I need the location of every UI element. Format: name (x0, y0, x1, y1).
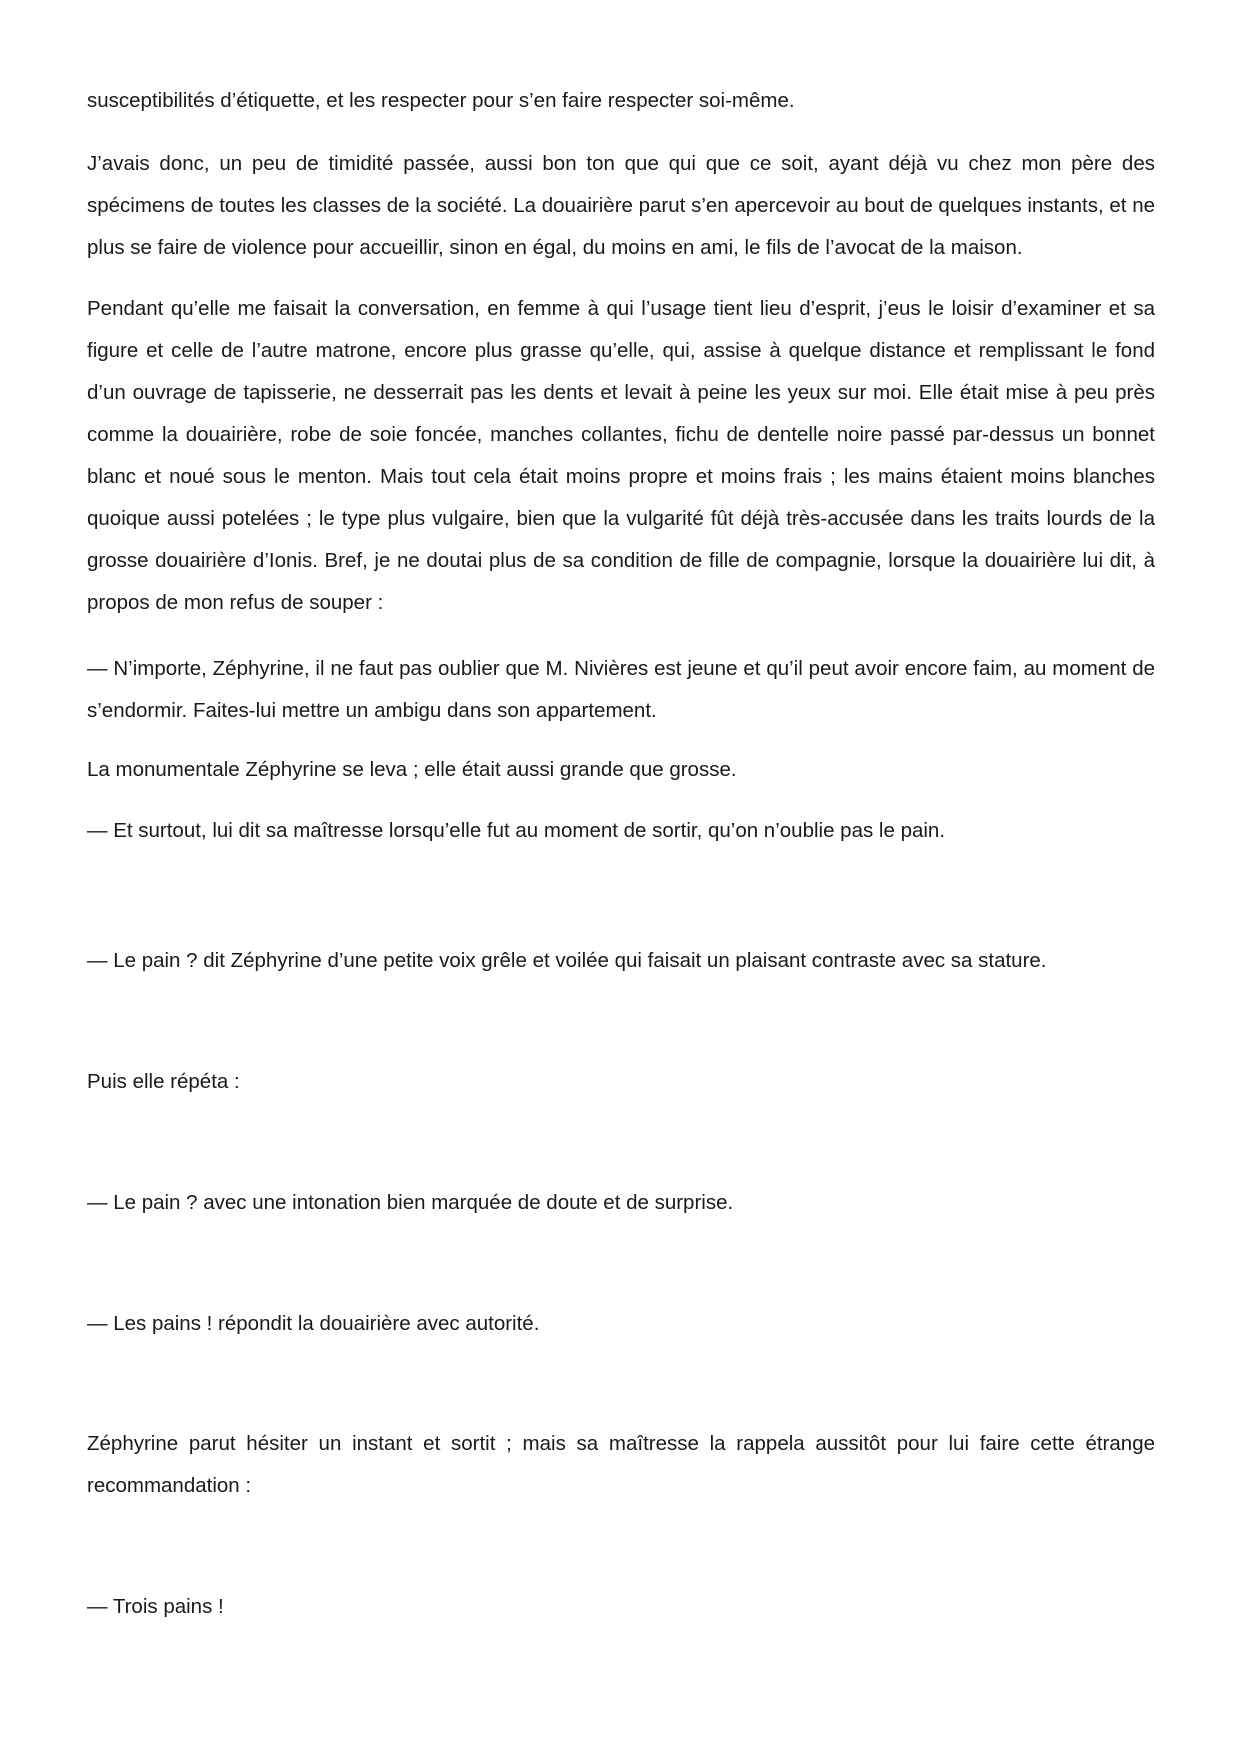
paragraph-nimporte: — N’importe, Zéphyrine, il ne faut pas oublier que M. Nivières est jeune et qu’il peut avoir encore faim, au moment de s’endormir. Faites-lui mettre un ambigu dans son appartement. (87, 657, 1155, 722)
paragraph-trois-pains: — Trois pains ! (87, 1595, 224, 1618)
paragraph-repeta: Puis elle répéta : (87, 1070, 240, 1093)
paragraph-monumentale: La monumentale Zéphyrine se leva ; elle était aussi grande que grosse. (87, 758, 737, 781)
paragraph-conversation: Pendant qu’elle me faisait la conversation, en femme à qui l’usage tient lieu d’esprit, j’eus le loisir d’examiner et sa figure et celle de l’autre matrone, encore plus grasse qu’elle, qui, assise à quelque distance et remplissant le fond d’un ouvrage de tapisserie, ne desserrait pas les dents et levait à peine les yeux sur moi. Elle était mise à peu près comme la douairière, robe de soie foncée, manches collantes, fichu de dentelle noire passé par-dessus un bonnet blanc et noué sous le menton. Mais tout cela était moins propre et moins frais ; les mains étaient moins blanches quoique aussi potelées ; le type plus vulgaire, bien que la vulgarité fût déjà très-accusée dans les traits lourds de la grosse douairière d’Ionis. Bref, je ne doutai plus de sa condition de fille de compagnie, lorsque la douairière lui dit, à propos de mon refus de souper : (87, 297, 1155, 614)
paragraph-surtout: — Et surtout, lui dit sa maîtresse lorsqu’elle fut au moment de sortir, qu’on n’oublie pas le pain. (87, 819, 946, 842)
paragraph-les-pains: — Les pains ! répondit la douairière avec autorité. (87, 1312, 540, 1335)
paragraph-le-pain: — Le pain ? dit Zéphyrine d’une petite voix grêle et voilée qui faisait un plaisant contraste avec sa stature. (87, 949, 1047, 972)
paragraph-hesiter: Zéphyrine parut hésiter un instant et sortit ; mais sa maîtresse la rappela aussitôt pour lui faire cette étrange recommandation : (87, 1432, 1155, 1497)
paragraph-etiquette: susceptibilités d’étiquette, et les respecter pour s’en faire respecter soi-même. (87, 89, 795, 112)
paragraph-intonation: — Le pain ? avec une intonation bien marquée de doute et de surprise. (87, 1191, 734, 1214)
paragraph-timidite: J’avais donc, un peu de timidité passée, aussi bon ton que qui que ce soit, ayant déjà vu chez mon père des spécimens de toutes les classes de la société. La douairière parut s’en apercevoir au bout de quelques instants, et ne plus se faire de violence pour accueillir, sinon en égal, du moins en ami, le fils de l’avocat de la maison. (87, 152, 1155, 259)
